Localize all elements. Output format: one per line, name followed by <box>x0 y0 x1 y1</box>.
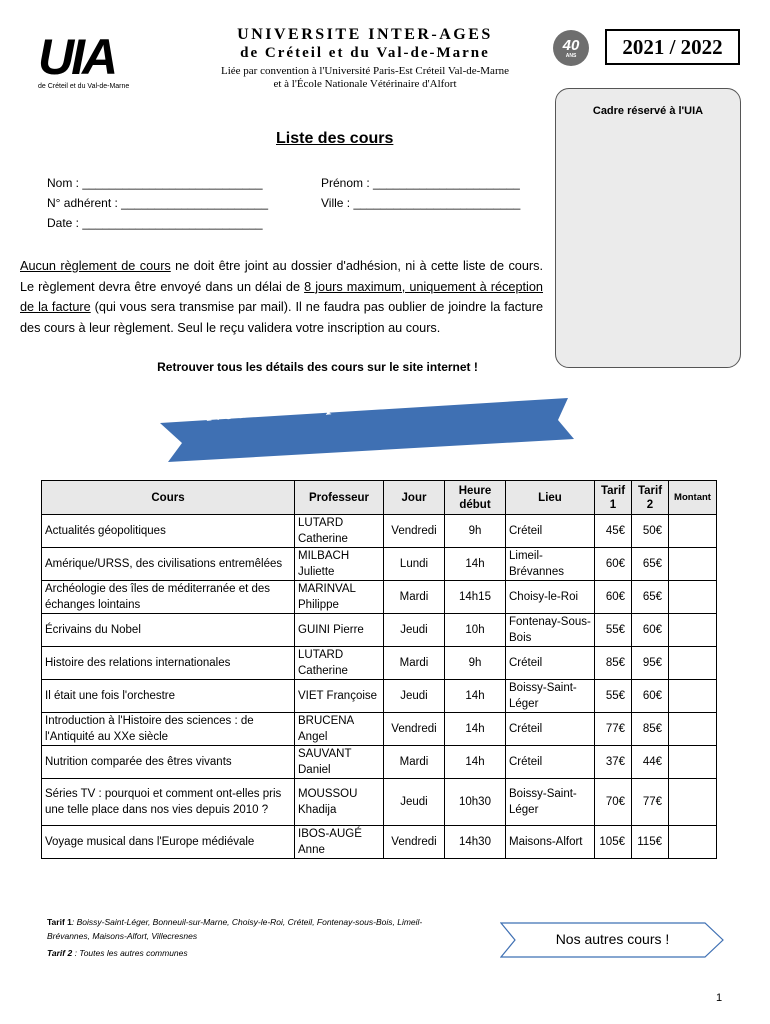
autres-cours-button[interactable] <box>500 922 725 958</box>
cell-tarif2: 77€ <box>632 779 669 826</box>
reserved-box-label: Cadre réservé à l'UIA <box>592 105 704 117</box>
table-row <box>42 614 717 647</box>
tarif2-text: : Toutes les autres communes <box>72 948 188 958</box>
col-tarif2: Tarif 2 <box>632 481 669 515</box>
header-title: UNIVERSITE INTER-AGES <box>237 26 493 43</box>
cell-tarif2: 115€ <box>632 826 669 859</box>
cell-montant[interactable] <box>669 647 717 680</box>
cell-tarif2: 95€ <box>632 647 669 680</box>
cell-heure: 14h <box>445 680 506 713</box>
courses-table-body <box>42 515 717 859</box>
cell-professeur: LUTARD Catherine <box>295 515 384 548</box>
cell-montant[interactable] <box>669 581 717 614</box>
cell-professeur: LUTARD Catherine <box>295 647 384 680</box>
cell-tarif1: 77€ <box>595 713 632 746</box>
header-convention-2: et à l'École Nationale Vétérinaire d'Alfort <box>273 78 457 90</box>
cell-jour: Vendredi <box>384 826 445 859</box>
cell-tarif2: 60€ <box>632 680 669 713</box>
table-row <box>42 581 717 614</box>
cell-cours: Introduction à l'Histoire des sciences : de l'Antiquité au XXe siècle <box>42 713 295 746</box>
cell-tarif2: 50€ <box>632 515 669 548</box>
cell-jour: Vendredi <box>384 713 445 746</box>
cell-heure: 14h <box>445 548 506 581</box>
header <box>190 26 540 91</box>
logo-text: UIA <box>38 29 116 85</box>
courses-table <box>41 480 717 859</box>
cell-tarif2: 65€ <box>632 548 669 581</box>
col-jour: Jour <box>384 481 445 515</box>
cell-lieu: Maisons-Alfort <box>506 826 595 859</box>
table-row <box>42 713 717 746</box>
cell-cours: Nutrition comparée des êtres vivants <box>42 746 295 779</box>
cell-professeur: MARINVAL Philippe <box>295 581 384 614</box>
tarif1-label: Tarif 1 <box>47 917 72 927</box>
cell-tarif1: 37€ <box>595 746 632 779</box>
cell-professeur: BRUCENA Angel <box>295 713 384 746</box>
cell-heure: 14h30 <box>445 826 506 859</box>
cell-lieu: Créteil <box>506 746 595 779</box>
col-tarif1: Tarif 1 <box>595 481 632 515</box>
table-row <box>42 515 717 548</box>
para-part-4: (qui vous sera transmise par mail). Il ne faudra pas oublier de joindre la facture des cours à leur règlement. Seul le reçu validera votre inscription au cours. <box>20 300 544 335</box>
cell-cours: Archéologie des îles de méditerranée et des échanges lointains <box>42 581 295 614</box>
page-number: 1 <box>716 992 723 1004</box>
table-row <box>42 680 717 713</box>
cell-jour: Mardi <box>384 581 445 614</box>
ribbon-text: Nouveaux professeurs 2021 <box>205 376 519 426</box>
table-row <box>42 746 717 779</box>
cell-tarif1: 85€ <box>595 647 632 680</box>
cell-lieu: Boissy-Saint-Léger <box>506 779 595 826</box>
header-convention-1: Liée par convention à l'Université Paris-Est Créteil Val-de-Marne <box>221 65 509 77</box>
cell-tarif2: 44€ <box>632 746 669 779</box>
cell-cours: Voyage musical dans l'Europe médiévale <box>42 826 295 859</box>
tarif2-note <box>47 948 188 958</box>
cell-tarif1: 70€ <box>595 779 632 826</box>
col-lieu: Lieu <box>506 481 595 515</box>
header-subtitle: de Créteil et du Val-de-Marne <box>240 45 490 61</box>
cell-tarif1: 45€ <box>595 515 632 548</box>
cell-professeur: SAUVANT Daniel <box>295 746 384 779</box>
cell-montant[interactable] <box>669 614 717 647</box>
cell-lieu: Créteil <box>506 713 595 746</box>
cell-montant[interactable] <box>669 826 717 859</box>
payment-instructions <box>20 256 543 338</box>
para-part-3: 8 jours maximum, uniquement à réception de la facture <box>20 279 543 314</box>
cell-tarif1: 55€ <box>595 680 632 713</box>
reserved-box <box>555 88 741 368</box>
cell-jour: Vendredi <box>384 515 445 548</box>
cell-montant[interactable] <box>669 680 717 713</box>
table-header-row <box>42 481 717 515</box>
cell-cours: Il était une fois l'orchestre <box>42 680 295 713</box>
cell-professeur: MOUSSOU Khadija <box>295 779 384 826</box>
tarif-note <box>47 915 437 943</box>
para-part-1: Aucun règlement de cours <box>20 259 171 273</box>
cell-professeur: MILBACH Juliette <box>295 548 384 581</box>
cell-heure: 9h <box>445 515 506 548</box>
anniversary-badge <box>553 30 589 66</box>
para-part-2: ne doit être joint au dossier d'adhésion, ni à cette liste de cours. Le règlement devra être envoyé dans un délai de <box>20 259 543 294</box>
website-note: Retrouver tous les détails des cours sur le site internet ! <box>157 360 478 374</box>
cell-montant[interactable] <box>669 515 717 548</box>
cell-jour: Lundi <box>384 548 445 581</box>
cell-professeur: VIET Françoise <box>295 680 384 713</box>
cell-heure: 14h <box>445 713 506 746</box>
cell-lieu: Créteil <box>506 515 595 548</box>
cell-lieu: Boissy-Saint-Léger <box>506 680 595 713</box>
badge-number: 40 <box>562 36 580 54</box>
cell-lieu: Limeil-Brévannes <box>506 548 595 581</box>
table-row <box>42 647 717 680</box>
cell-cours: Amérique/URSS, des civilisations entremêlées <box>42 548 295 581</box>
cell-lieu: Choisy-le-Roi <box>506 581 595 614</box>
cell-heure: 10h30 <box>445 779 506 826</box>
cell-montant[interactable] <box>669 746 717 779</box>
cell-montant[interactable] <box>669 548 717 581</box>
cell-jour: Jeudi <box>384 779 445 826</box>
cell-professeur: IBOS-AUGÉ Anne <box>295 826 384 859</box>
col-cours: Cours <box>42 481 295 515</box>
uia-logo <box>38 29 138 92</box>
cell-heure: 10h <box>445 614 506 647</box>
cell-tarif1: 55€ <box>595 614 632 647</box>
cell-heure: 9h <box>445 647 506 680</box>
prenom-field[interactable]: Prénom : ______________________ <box>321 176 520 190</box>
col-professeur: Professeur <box>295 481 384 515</box>
date-field[interactable]: Date : ___________________________ <box>47 216 263 230</box>
cell-cours: Histoire des relations internationales <box>42 647 295 680</box>
academic-year: 2021 / 2022 <box>605 29 740 65</box>
cell-tarif2: 85€ <box>632 713 669 746</box>
logo-subtitle: de Créteil et du Val-de-Marne <box>38 83 130 90</box>
cell-lieu: Fontenay-Sous-Bois <box>506 614 595 647</box>
cell-tarif2: 60€ <box>632 614 669 647</box>
cell-tarif1: 60€ <box>595 548 632 581</box>
table-row <box>42 826 717 859</box>
col-montant: Montant <box>669 481 717 515</box>
table-row <box>42 779 717 826</box>
cell-tarif2: 65€ <box>632 581 669 614</box>
cell-jour: Mardi <box>384 746 445 779</box>
ville-field[interactable]: Ville : _________________________ <box>321 196 521 210</box>
cell-tarif1: 60€ <box>595 581 632 614</box>
cell-professeur: GUINI Pierre <box>295 614 384 647</box>
tarif2-label: Tarif 2 <box>47 948 73 958</box>
nom-field[interactable]: Nom : ___________________________ <box>47 176 263 190</box>
cell-montant[interactable] <box>669 713 717 746</box>
autres-cours-label: Nos autres cours ! <box>555 931 670 947</box>
cell-cours: Séries TV : pourquoi et comment ont-elles pris une telle place dans nos vies depuis 2010 ? <box>42 779 295 826</box>
cell-jour: Jeudi <box>384 614 445 647</box>
cell-jour: Jeudi <box>384 680 445 713</box>
page-title: Liste des cours <box>276 130 394 147</box>
tarif1-text: : Boissy-Saint-Léger, Bonneuil-sur-Marne, Choisy-le-Roi, Créteil, Fontenay-sous-Bois, Limeil-Brévannes, Maisons-Alfort, Villecresnes <box>47 917 423 941</box>
col-heure: Heure début <box>445 481 506 515</box>
cell-cours: Écrivains du Nobel <box>42 614 295 647</box>
adherent-field[interactable]: N° adhérent : ______________________ <box>47 196 268 210</box>
cell-jour: Mardi <box>384 647 445 680</box>
table-row <box>42 548 717 581</box>
cell-lieu: Créteil <box>506 647 595 680</box>
cell-tarif1: 105€ <box>595 826 632 859</box>
cell-heure: 14h15 <box>445 581 506 614</box>
cell-montant[interactable] <box>669 779 717 826</box>
cell-heure: 14h <box>445 746 506 779</box>
cell-cours: Actualités géopolitiques <box>42 515 295 548</box>
badge-unit: ANS <box>565 52 577 59</box>
